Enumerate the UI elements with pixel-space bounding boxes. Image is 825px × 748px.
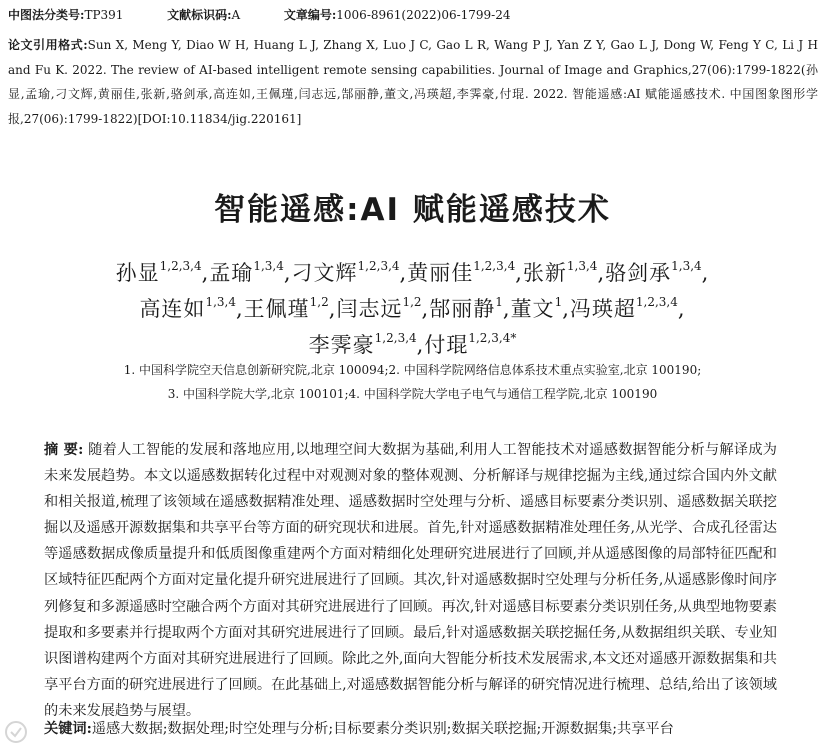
author-line-2: 高连如$^{1,3,4}$,王佩瑾$^{1,2}$,闫志远$^{1,2}$,郜丽静$^1$,董文$^1$,冯瑛超$^{1,2,3,4}$, — [139, 295, 686, 321]
author-affiliation-marker: 1,2 — [309, 295, 329, 309]
affiliation-line-2: 3. 中国科学院大学,北京 100101;4. 中国科学院大学电子电气与通信工程学院,北京 100190 — [167, 387, 658, 401]
author-name: 骆剑承 — [605, 261, 672, 285]
author-affiliation-marker: 1,3,4 — [671, 259, 702, 273]
doc-code-value: A — [231, 8, 241, 22]
article-no-value: 1006-8961(2022)06-1799-24 — [336, 8, 511, 22]
author-affiliation-marker: 1,2,3,4 — [357, 259, 400, 273]
author-name: 郜丽静 — [429, 297, 496, 321]
author-name: 孙显 — [115, 261, 160, 285]
author-name: 高连如 — [139, 297, 206, 321]
abstract-label: 摘 要: — [44, 442, 84, 458]
author-name: 付琨 — [424, 333, 469, 357]
author-name: 黄丽佳 — [407, 261, 474, 285]
author-affiliation-marker: 1,3,4 — [253, 259, 284, 273]
abstract-text: 随着人工智能的发展和落地应用,以地理空间大数据为基础,利用人工智能技术对遥感数据智能分析与解译成为未来发展趋势。本文以遥感数据转化过程中对观测对象的整体观测、分析解译与规律挖掘为主线,通过综合国内外文献和相关报道,梳理了该领域在遥感数据精准处理、遥感数据时空处理与分析、遥感目标要素分类识别、遥感数据关联挖掘以及遥感开源数据集和共享平台等方面的研究现状和进展。首先,针对遥感数据精准处理任务,从光学、合成孔径雷达等遥感数据成像质量提升和低质图像重建两个方面对精细化处理研究进展进行了回顾,并从遥感图像的局部特征匹配和区域特征匹配两个方面对定量化提升研究进展进行了回顾。其次,针对遥感数据时空处理与分析任务,从遥感影像时间序列修复和多源遥感时空融合两个方面对其研究进展进行了回顾。再次,针对遥感目标要素分类识别任务,从典型地物要素提取和多要素并行提取两个方面对其研究进展进行了回顾。最后,针对遥感数据关联挖掘任务,从数据组织关联、专业知识图谱构建两个方面对其研究进展进行了回顾。除此之外,面向大智能分析技术发展需求,本文还对遥感开源数据集和共享平台方面的研究进展进行了回顾。在此基础上,对遥感数据智能分析与解译的研究情况进行梳理、总结,给出了该领域的未来发展趋势与展望。 — [44, 442, 777, 719]
author-affiliation-marker: 1,2,3,4* — [468, 331, 517, 345]
article-no-label: 文章编号: — [283, 8, 337, 22]
author-affiliation-marker: 1,2,3,4 — [374, 331, 417, 345]
author-name: 孟瑜 — [209, 261, 254, 285]
watermark-icon — [4, 720, 28, 744]
keywords-label: 关键词: — [44, 721, 92, 737]
author-affiliation-marker: 1,2 — [402, 295, 422, 309]
author-line-1: 孙显$^{1,2,3,4}$,孟瑜$^{1,3,4}$,刁文辉$^{1,2,3,4}$,黄丽佳$^{1,2,3,4}$,张新$^{1,3,4}$,骆剑承$^{1,3,4}$, — [115, 259, 710, 285]
clc-value: TP391 — [84, 8, 124, 22]
author-affiliation-marker: 1 — [554, 295, 563, 309]
paper-title: 智能遥感:AI 赋能遥感技术 — [214, 192, 611, 228]
author-name: 董文 — [510, 297, 555, 321]
author-affiliation-marker: 1,3,4 — [205, 295, 236, 309]
abstract — [44, 437, 777, 724]
author-affiliation-marker: 1,3,4 — [566, 259, 598, 273]
keywords-text: 遥感大数据;数据处理;时空处理与分析;目标要素分类识别;数据关联挖掘;开源数据集;共享平台 — [91, 721, 674, 737]
author-name: 冯瑛超 — [569, 297, 636, 321]
author-affiliation-marker: 1,2,3,4 — [159, 259, 202, 273]
doc-code-label: 文献标识码: — [167, 8, 232, 22]
author-affiliation-marker: 1,2,3,4 — [635, 295, 678, 309]
citation-label: 论文引用格式: — [8, 38, 88, 52]
affiliation-line-1: 1. 中国科学院空天信息创新研究院,北京 100094;2. 中国科学院网络信息体系技术重点实验室,北京 100190; — [123, 363, 702, 377]
classification-line — [8, 8, 511, 23]
citation-text: Sun X, Meng Y, Diao W H, Huang L J, Zhang X, Luo J C, Gao L R, Wang P J, Yan Z Y, Gao L J, Dong W, Feng Y C, Li J H and Fu K. 2022. The review of AI-based intelligent remote sensing capabilities. Journal of Image and Graphics,27(06):1799-1822(孙显,孟瑜,刁文辉,黄丽佳,张新,骆剑承,高连如,王佩瑾,闫志远,郜丽静,董文,冯瑛超,李霁豪,付琨. 2022. 智能遥感:AI 赋能遥感技术. 中国图象图形学报,27(06):1799-1822)[DOI:10.11834/jig.220161] — [8, 38, 818, 126]
author-name: 刁文辉 — [291, 261, 358, 285]
author-line-3: 李霁豪$^{1,2,3,4}$,付琨$^{1,2,3,4*}$ — [308, 331, 517, 357]
author-name: 李霁豪 — [308, 333, 375, 357]
citation-block — [8, 33, 818, 131]
author-name: 王佩瑾 — [243, 297, 310, 321]
clc-label: 中图法分类号: — [8, 8, 85, 22]
author-name: 闫志远 — [336, 297, 403, 321]
keywords — [44, 718, 674, 740]
author-affiliation-marker: 1,2,3,4 — [473, 259, 516, 273]
author-name: 张新 — [522, 261, 567, 285]
author-affiliation-marker: 1 — [495, 295, 503, 309]
